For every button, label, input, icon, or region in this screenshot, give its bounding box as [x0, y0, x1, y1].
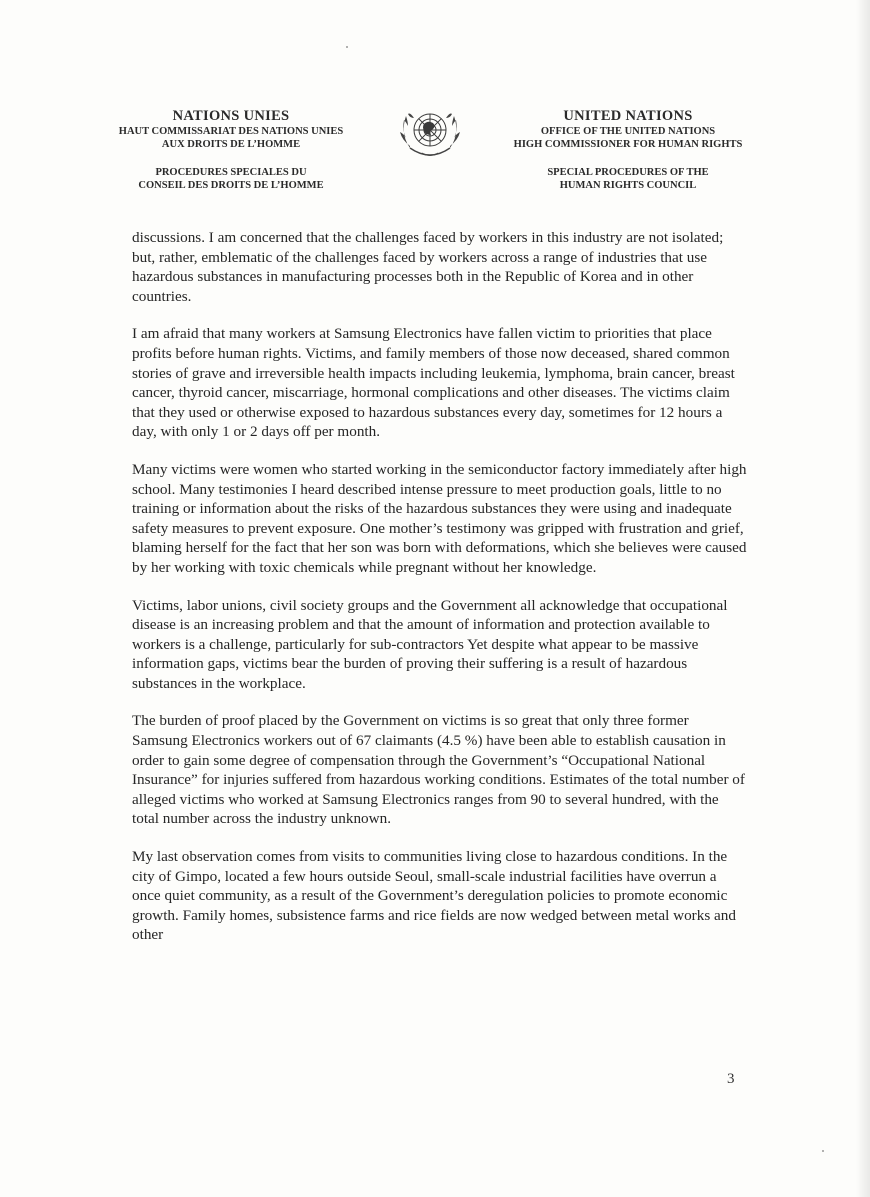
header-left-line3: PROCEDURES SPECIALES DU — [155, 167, 307, 178]
page-edge-shadow — [856, 0, 870, 1197]
scan-speck — [346, 46, 348, 48]
body-paragraph: Victims, labor unions, civil society groups and the Government all acknowledge that occupational disease is an increasing problem and that the amount of information and protection available to workers is a challenge, particularly for sub-contractors Yet despite what appear to be massive information gaps, victims bear the burden of proving their suffering is a result of hazardous substances in the workplace. — [132, 596, 728, 692]
body-paragraph: I am afraid that many workers at Samsung Electronics have fallen victim to priorities that place profits before human rights. Victims, and family members of those now deceased, shared common stories of grave and irreversible health impacts including leukemia, lymphoma, brain cancer, breast cancer, thyroid cancer, miscarriage, hormonal complications and other diseases. The victims claim that they used or otherwise exposed to hazardous substances every day, sometimes for 12 hours a day, with only 1 or 2 days off per month. — [132, 325, 735, 441]
header-left-line1: HAUT COMMISSARIAT DES NATIONS UNIES — [118, 126, 344, 137]
header-left-block — [90, 108, 372, 192]
header-right-title: UNITED NATIONS — [563, 108, 693, 124]
header-left-line4: CONSEIL DES DROITS DE L’HOMME — [138, 180, 324, 191]
body-paragraph: discussions. I am concerned that the challenges faced by workers in this industry are not isolated; but, rather, emblematic of the challenges faced by workers across a range of industries that use hazardous substances in manufacturing processes both in the Republic of Korea and in other countries. — [132, 229, 724, 305]
header-right-line4: HUMAN RIGHTS COUNCIL — [559, 180, 697, 191]
scan-speck — [822, 1150, 824, 1152]
page-number: 3 — [727, 1071, 735, 1087]
un-emblem-icon — [396, 104, 464, 162]
header-right-line3: SPECIAL PROCEDURES OF THE — [547, 167, 709, 178]
body-paragraph: Many victims were women who started working in the semiconductor factory immediately after high school. Many testimonies I heard described intense pressure to meet production goals, little to no training or information about the risks of the hazardous substances they were using and inadequate safety measures to prevent exposure. One mother’s testimony was gripped with frustration and grief, blaming herself for the fact that her son was born with deformations, which she believes were caused by her working with toxic chemicals while pregnant without her knowledge. — [132, 460, 747, 576]
header-right-line2: HIGH COMMISSIONER FOR HUMAN RIGHTS — [513, 139, 743, 150]
header-left-line2: AUX DROITS DE L’HOMME — [161, 139, 301, 150]
header-right-line1: OFFICE OF THE UNITED NATIONS — [540, 126, 716, 137]
header-left-title: NATIONS UNIES — [172, 108, 290, 124]
letter-body — [132, 228, 747, 963]
body-paragraph: My last observation comes from visits to communities living close to hazardous conditions. In the city of Gimpo, located a few hours outside Seoul, small-scale industrial facilities have overrun a once quiet community, as a result of the Government’s deregulation policies to promote economic growth. Family homes, subsistence farms and rice fields are now wedged between metal works and other — [132, 848, 736, 944]
body-paragraph: The burden of proof placed by the Government on victims is so great that only three former Samsung Electronics workers out of 67 claimants (4.5 %) have been able to establish causation in order to gain some degree of compensation through the Government’s “Occupational National Insurance” for injuries suffered from hazardous working conditions. Estimates of the total number of alleged victims who worked at Samsung Electronics ranges from 90 to several hundred, with the total number across the industry unknown. — [132, 712, 745, 828]
header-right-block — [500, 108, 756, 192]
